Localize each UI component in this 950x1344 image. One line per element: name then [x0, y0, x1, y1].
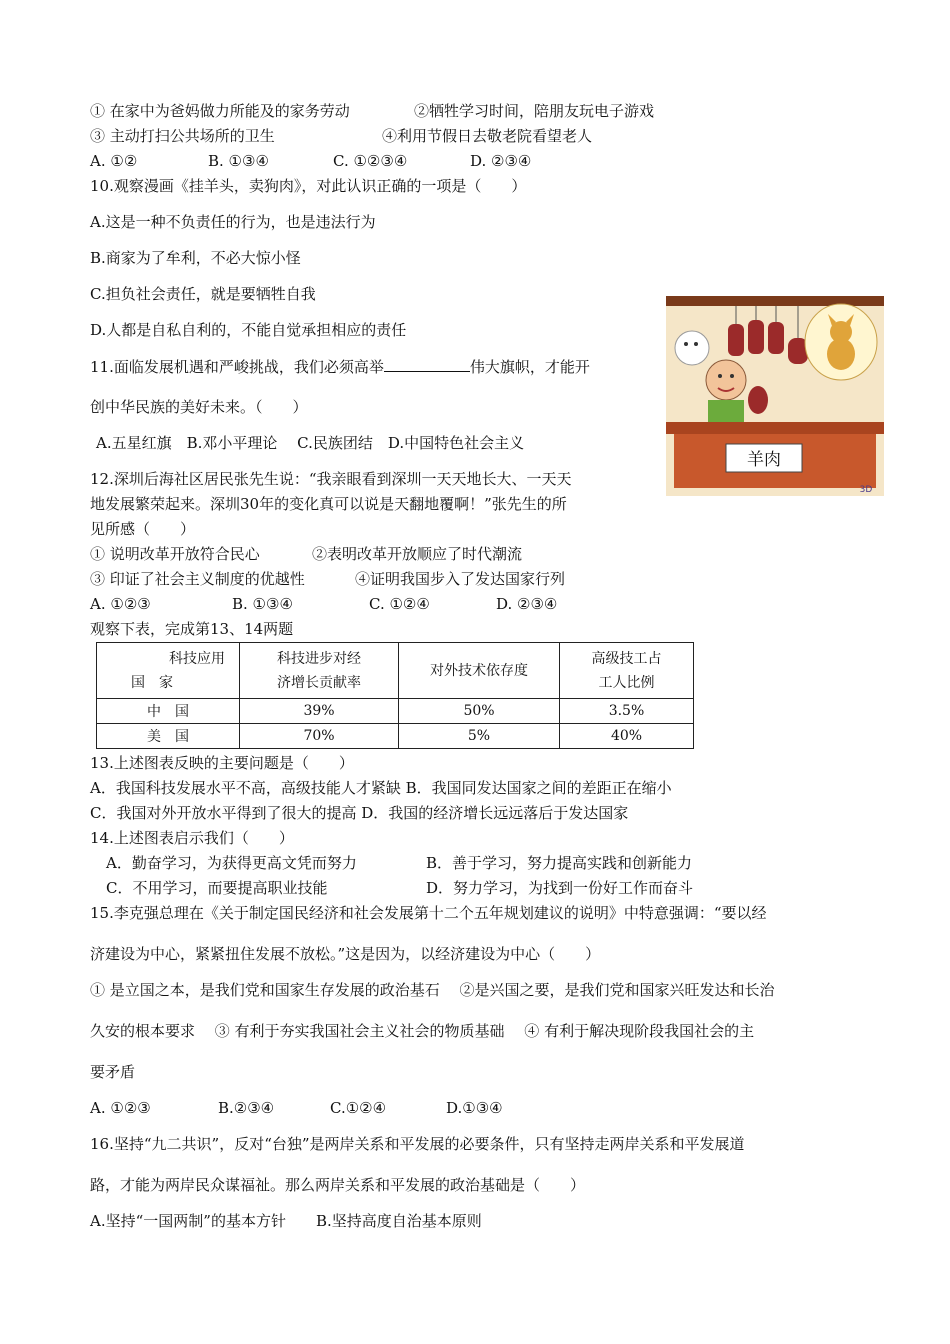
q13-options-line-2: C．我国对外开放水平得到了很大的提高 D．我国的经济增长远远落后于发达国家	[90, 804, 629, 822]
q9-choice-c: C. ①②③④	[333, 152, 408, 170]
q14-choice-a: A．勤奋学习，为获得更高文凭而努力	[106, 854, 357, 872]
q16-stem-line-1: 16.坚持“九二共识”，反对“台独”是两岸关系和平发展的必要条件，只有坚持走两岸关系和平发展道	[90, 1135, 745, 1153]
q12-option-1: ① 说明改革开放符合民心	[90, 545, 260, 563]
lamb-sign-text: 羊肉	[747, 450, 781, 469]
table-cell-country: 中 国	[97, 699, 240, 724]
q12-option-3: ③ 印证了社会主义制度的优越性	[90, 570, 305, 588]
cartoon-image	[666, 296, 884, 496]
dog-thought-bubble-icon	[805, 304, 877, 380]
table-cell: 3.5%	[560, 699, 694, 724]
q9-choice-a: A. ①②	[90, 152, 138, 170]
table-row	[97, 724, 694, 749]
table-intro: 观察下表，完成第13、14两题	[90, 620, 294, 638]
q12-choice-d: D. ②③④	[496, 595, 558, 613]
q10-choice-c: C.担负社会责任，就是要牺牲自我	[90, 285, 316, 303]
q9-option-1: ① 在家中为爸妈做力所能及的家务劳动	[90, 102, 350, 120]
q14-choice-b: B．善于学习，努力提高实践和创新能力	[426, 854, 693, 872]
table-header-dependence: 对外技术依存度	[399, 643, 560, 699]
q12-stem-line-1: 12.深圳后海社区居民张先生说：“我亲眼看到深圳一天天地长大、一天天	[90, 470, 572, 488]
q13-options-line-1: A．我国科技发展水平不高，高级技能人才紧缺 B．我国同发达国家之间的差距正在缩小	[90, 779, 672, 797]
q12-option-2: ②表明改革开放顺应了时代潮流	[312, 545, 523, 563]
q12-stem-line-3: 见所感（ ）	[90, 520, 196, 538]
q15-option-line-3: 要矛盾	[90, 1063, 136, 1081]
q15-choice-a: A. ①②③	[90, 1099, 151, 1117]
q11-stem	[90, 357, 590, 377]
table-cell: 70%	[240, 724, 399, 749]
q16-choices-ab: A.坚持“一国两制”的基本方针 B.坚持高度自治基本原则	[90, 1212, 482, 1230]
q12-choice-c: C. ①②④	[369, 595, 430, 613]
q11-stem-line-2: 创中华民族的美好未来。（ ）	[90, 398, 308, 416]
table-cell: 40%	[560, 724, 694, 749]
q9-option-2: ②牺牲学习时间，陪朋友玩电子游戏	[414, 102, 655, 120]
q11-stem-pre: 11.面临发展机遇和严峻挑战，我们必须高举	[90, 358, 384, 376]
q15-choice-b: B.②③④	[218, 1099, 275, 1117]
q15-option-line-2: 久安的根本要求 ③ 有利于夯实我国社会主义社会的物质基础 ④ 有利于解决现阶段我国社会的主	[90, 1022, 755, 1040]
table-cell-country: 美 国	[97, 724, 240, 749]
table-header-contribution: 科技进步对经 济增长贡献率	[240, 643, 399, 699]
table-cell: 39%	[240, 699, 399, 724]
q14-stem: 14.上述图表启示我们（ ）	[90, 829, 294, 847]
q15-stem-line-1: 15.李克强总理在《关于制定国民经济和社会发展第十二个五年规划建议的说明》中特意强调：“要以经	[90, 904, 767, 922]
table-row	[97, 699, 694, 724]
cartoon-rail	[666, 296, 884, 306]
table-cell: 50%	[399, 699, 560, 724]
table-header-corner: 科技应用 国 家	[97, 643, 240, 699]
q11-options: A.五星红旗 B.邓小平理论 C.民族团结 D.中国特色社会主义	[96, 434, 525, 452]
q10-stem: 10.观察漫画《挂羊头，卖狗肉》，对此认识正确的一项是（ ）	[90, 177, 527, 195]
q13-stem: 13.上述图表反映的主要问题是（ ）	[90, 754, 354, 772]
q15-stem-line-2: 济建设为中心，紧紧扭住发展不放松。”这是因为，以经济建设为中心（ ）	[90, 945, 601, 963]
q9-option-4: ④利用节假日去敬老院看望老人	[382, 127, 593, 145]
q11-blank	[384, 357, 470, 372]
table-header-row	[97, 643, 694, 699]
q12-option-4: ④证明我国步入了发达国家行列	[355, 570, 566, 588]
table-header-skilled-ratio: 高级技工占 工人比例	[560, 643, 694, 699]
q12-choice-a: A. ①②③	[90, 595, 151, 613]
q10-choice-a: A.这是一种不负责任的行为，也是违法行为	[90, 213, 376, 231]
q9-choice-d: D. ②③④	[470, 152, 532, 170]
q9-choice-b: B. ①③④	[208, 152, 269, 170]
sheep-head-icon	[675, 331, 709, 365]
q15-choice-c: C.①②④	[330, 1099, 387, 1117]
q11-stem-post: 伟大旗帜，才能开	[469, 358, 590, 376]
q15-option-line-1: ① 是立国之本，是我们党和国家生存发展的政治基石 ②是兴国之要，是我们党和国家兴旺发达和长治	[90, 981, 775, 999]
q10-choice-b: B.商家为了牟利，不必大惊小怪	[90, 249, 301, 267]
table-cell: 5%	[399, 724, 560, 749]
q10-choice-d: D.人都是自私自利的，不能自觉承担相应的责任	[90, 321, 407, 339]
q15-choice-d: D.①③④	[446, 1099, 503, 1117]
cartoon-logo: 3D	[859, 485, 873, 495]
q14-choice-c: C．不用学习，而要提高职业技能	[106, 879, 328, 897]
q16-stem-line-2: 路，才能为两岸民众谋福祉。那么两岸关系和平发展的政治基础是（ ）	[90, 1176, 586, 1194]
data-table	[96, 642, 694, 749]
q9-option-3: ③ 主动打扫公共场所的卫生	[90, 127, 275, 145]
q12-choice-b: B. ①③④	[232, 595, 293, 613]
q12-stem-line-2: 地发展繁荣起来。深圳30年的变化真可以说是天翻地覆啊！”张先生的所	[90, 495, 567, 513]
q14-choice-d: D．努力学习，为找到一份好工作而奋斗	[426, 879, 694, 897]
